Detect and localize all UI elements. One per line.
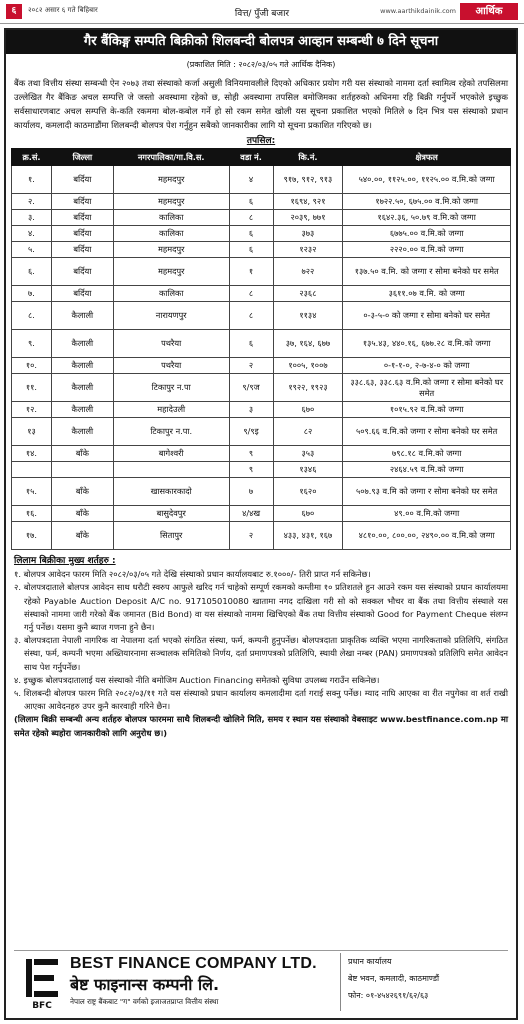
company-name-english: BEST FINANCE COMPANY LTD. [70,955,317,972]
cell-area: १७२२.५०, ६७५.०० व.मि.को जग्गा [343,194,511,210]
cell-municipality: खासकारकादो [113,478,229,506]
company-tagline: नेपाल राष्ट्र बैंकबाट "ग" वर्गको इजाजतप्राप्त वित्तीय संस्था [70,997,219,1006]
notice-headline: गैर बैंकिङ्ग सम्पति बिक्रीको शिलबन्दी बोलपत्र आव्हान सम्बन्धी ७ दिने सूचना [6,30,516,54]
cell-sn: ५. [12,242,52,258]
cell-plot-no: ३५३ [273,446,343,462]
cell-sn: १७. [12,522,52,550]
cell-sn: १५. [12,478,52,506]
cell-area: ५०९.६६ व.मि.को जग्गा र सोमा बनेको घर समेत [343,418,511,446]
cell-ward: ८ [229,210,273,226]
cell-municipality: कालिका [113,210,229,226]
cell-area: ०-३-५-० को जग्गा र सोमा बनेको घर समेत [343,302,511,330]
cell-plot-no: १२३२ [273,242,343,258]
cell-ward: ४/४ख [229,506,273,522]
cell-plot-no: १६९४, ९२१ [273,194,343,210]
cell-district: बर्दिया [51,166,113,194]
cell-district: कैलाली [51,330,113,358]
cell-area: २४६४.५९ व.मि.को जग्गा [343,462,511,478]
publication-date: (प्रकाशित मिति : २०८२/०३/०५ गते आर्थिक दैनिक) [186,60,336,69]
cell-district: बाँके [51,478,113,506]
cell-plot-no: २३६८ [273,286,343,302]
cell-district: बर्दिया [51,258,113,286]
cell-sn: १०. [12,358,52,374]
cell-area: ३६११.०७ व.मि. को जग्गा [343,286,511,302]
logo-letters: BFC [32,1001,52,1009]
term-item: ४. इच्छुक बोलपत्रदातालाई यस संस्थाको नीति बमोजिम Auction Financing समेतको सुविधा उपलब्ध गराउँन सकिनेछ। [14,674,380,685]
cell-sn: १३ [12,418,52,446]
cell-area: ७९८.१८ व.मि.को जग्गा [343,446,511,462]
cell-area: १६४२.३६, ५०.७९ व.मि.को जग्गा [343,210,511,226]
table-row [12,446,511,462]
cell-plot-no: १९२२, १९२३ [273,374,343,402]
cell-area: ६७७५.०० व.मि.को जग्गा [343,226,511,242]
table-row [12,226,511,242]
cell-municipality: महमदपुर [113,166,229,194]
cell-plot-no: ६७० [273,506,343,522]
cell-municipality: बासुदेवपुर [113,506,229,522]
table-row [12,358,511,374]
table-row [12,258,511,286]
cell-district: बाँके [51,522,113,550]
cell-ward: ६ [229,330,273,358]
header-district: जिल्ला [51,149,113,166]
cell-municipality: कालिका [113,286,229,302]
cell-district: बाँके [51,446,113,462]
cell-district: बर्दिया [51,210,113,226]
table-row [12,478,511,506]
cell-district: कैलाली [51,402,113,418]
cell-ward: ९/९ज [229,374,273,402]
term-item: ३. बोलपत्रदाता नेपाली नागरिक वा नेपालमा दर्ता भएको संगठित संस्था, फर्म, कम्पनी हुनुपर्नेछ। बोलपत्रदाता प्राकृतिक व्यक्ति भएमा नागरिकताको प्रतिलिपि, संगठित संस्था, फर्म, कम्पनी भएमा अख्तियारनामा सञ्चालक समितिको निर्णय, दर्ता प्रमाणपत्रको प्रतिलिपि, स्थायी लेखा नम्बर (PAN) प्रमाणपत्रको प्रतिलिपि समेत आवेदन साथ पेश गर्नुपर्नेछ। [14,635,508,672]
company-footer [14,950,508,1012]
cell-ward: ९ [229,462,273,478]
table-row [12,374,511,402]
cell-area: १३५.४३, ४४०.१६, ६७७.२८ व.मि.को जग्गा [343,330,511,358]
head-office-info [340,953,520,1011]
page-number: ६ [6,4,22,19]
cell-district: कैलाली [51,358,113,374]
cell-plot-no: १६२० [273,478,343,506]
terms-title: लिलाम बिक्रीका मुख्य शर्तहरु : [14,556,116,566]
website-link[interactable]: www.aarthikdainik.com [380,7,456,15]
cell-municipality: सितापुर [113,522,229,550]
header-plot-no: कि.नं. [273,149,343,166]
auction-terms [6,550,516,740]
cell-sn: २. [12,194,52,210]
cell-ward: ९/९इ [229,418,273,446]
cell-district [51,462,113,478]
cell-plot-no: ३७, १६४, ६७७ [273,330,343,358]
cell-ward: ४ [229,166,273,194]
cell-area: ५४०.००, ११२५.००, ११२५.०० व.मि.को जग्गा [343,166,511,194]
cell-ward: २ [229,358,273,374]
table-row [12,210,511,226]
cell-ward: ८ [229,286,273,302]
office-address: बेष्ट भवन, कमलादी, काठमाण्डौं [348,974,440,983]
cell-area: ४८१०.००, ८००.००, २४९०.०० व.मि.को जग्गा [343,522,511,550]
cell-district: बर्दिया [51,226,113,242]
table-row [12,506,511,522]
cell-municipality: नारायणपुर [113,302,229,330]
issue-date: २०८२ असार ६ गते बिहिबार [28,6,98,14]
cell-district: बर्दिया [51,194,113,210]
section-name: वित्त/ पुँजी बजार [234,9,290,19]
cell-sn: ३. [12,210,52,226]
office-phone: फोन: ०१-४५४२६९१/६२/६३ [348,991,429,1000]
cell-ward: ८ [229,302,273,330]
cell-municipality: महमदपुर [113,194,229,210]
cell-sn: ९. [12,330,52,358]
table-row [12,194,511,210]
cell-municipality: पथरैया [113,358,229,374]
cell-sn: ८. [12,302,52,330]
table-row [12,522,511,550]
cell-area: १३७.५० व.मि. को जग्गा र सोमा बनेको घर समेत [343,258,511,286]
closing-note: (लिलाम बिक्री सम्बन्धी अन्य शर्तहरु बोलपत्र फारममा साथै शिलबन्दी खोलिने मिति, समय र स्थान यस संस्थाको वेबसाइट www.bestfinance.com.np मा समेत रहेको ब्यहोरा जानकारीको लागि अनुरोध छ।) [14,714,508,738]
cell-sn: १६. [12,506,52,522]
cell-area: १०१५.९२ व.मि.को जग्गा [343,402,511,418]
cell-district: बर्दिया [51,286,113,302]
auction-notice [4,28,518,1020]
table-row [12,402,511,418]
cell-municipality: महमदपुर [113,242,229,258]
office-label: प्रधान कार्यालय [348,957,392,966]
company-name-nepali: बेष्ट फाइनान्स कम्पनी लि. [70,975,220,994]
term-item: १. बोलपत्र आवेदन फारम मिति २०८२/०३/०५ गते देखि संस्थाको प्रधान कार्यालयबाट रु.१०००/- तिरी प्राप्त गर्न सकिनेछ। [14,569,371,580]
table-header-row [12,149,511,166]
newspaper-logo: आर्थिक [460,3,518,20]
term-item: ५. शिलबन्दी बोलपत्र फारम मिति २०८२/०३/११ गते यस संस्थाको प्रधान कार्यालय कमलादीमा दर्ता गराई सक्नु पर्नेछ। म्याद नाघि आएका वा रीत नपुगेका वा शर्त राखी आएका आवेदनहरु उपर कुनै कारवाही गरिने छैन। [14,688,508,712]
cell-ward: ३ [229,402,273,418]
cell-ward: ६ [229,242,273,258]
cell-municipality: महमदपुर [113,258,229,286]
cell-district: कैलाली [51,374,113,402]
cell-ward: ७ [229,478,273,506]
cell-plot-no: २०३९, ७७१ [273,210,343,226]
table-row [12,418,511,446]
cell-municipality: महादेउली [113,402,229,418]
cell-sn: ११. [12,374,52,402]
cell-municipality: टिकापुर न.पा [113,374,229,402]
cell-sn: १. [12,166,52,194]
cell-plot-no: ७२२ [273,258,343,286]
header-ward: वडा नं. [229,149,273,166]
property-table [11,148,511,550]
cell-municipality: टिकापुर न.पा. [113,418,229,446]
cell-ward: १ [229,258,273,286]
cell-district: बर्दिया [51,242,113,258]
cell-area: ०-१-१-०, २-७-४-० को जग्गा [343,358,511,374]
table-row [12,462,511,478]
cell-sn: १२. [12,402,52,418]
cell-municipality: पथरैया [113,330,229,358]
table-title: तपसिल: [246,136,276,146]
cell-municipality: बागेश्वरी [113,446,229,462]
cell-plot-no: १३४६ [273,462,343,478]
bfc-logo-icon [24,957,60,1009]
cell-sn [12,462,52,478]
cell-ward: २ [229,522,273,550]
cell-district: कैलाली [51,302,113,330]
cell-sn: ६. [12,258,52,286]
cell-district: कैलाली [51,418,113,446]
notice-intro: बैंक तथा वित्तीय संस्था सम्बन्धी ऐन २०७३ तथा संस्थाको कर्जा असुली विनियमावलीले दिएको अधिकार प्रयोग गरी यस संस्थाको नाममा दर्ता स्वामित्व रहेको तपसिलमा उल्लेखित गैर बैंकिङ अचल सम्पत्ति जे जस्तो अवस्थामा रहेको छ, सोही अवस्थामा तपसिल बमोजिमका शर्तहरुको अधिनमा रहि बिक्री गर्नुपर्ने भएकोले इच्छुक सर्वसाधारणबाट अचल सम्पत्ति के-कति रकममा बोल-कबोल गर्ने हो सो रकम समेत खोली यस सूचना प्रकाशित भएको मितिले ७ दिन भित्र यस संस्थाको प्रधान कार्यालय, कमलादी काठमाडौंमा शिलबन्दी बोलपत्र पेश गर्नुहुन सबैको जानकारीका लागि यो सूचना प्रकाशित गरिएको छ। [14,78,508,130]
cell-district: बाँके [51,506,113,522]
cell-plot-no: ८२ [273,418,343,446]
cell-area: ५०७.९३ व.मि को जग्गा र सोमा बनेको घर समेत [343,478,511,506]
cell-area: ४९.०० व.मि.को जग्गा [343,506,511,522]
cell-ward: ६ [229,226,273,242]
cell-plot-no: ९१७, ९१२, ९१३ [273,166,343,194]
table-row [12,286,511,302]
cell-ward: ९ [229,446,273,462]
cell-plot-no: ११३४ [273,302,343,330]
table-row [12,330,511,358]
term-item: २. बोलपत्रदाताले बोलपत्र आवेदन साथ धरौटी स्वरुप आफुले खरिद गर्न चाहेको सम्पूर्ण रकमको कम्तीमा १० प्रतिशतले हुन आउने रकम यस संस्थाको प्रधान कार्यालयमा रहेको Payable Auction Deposit A/C no. 917105010080 खातामा नगद दाखिला गरी सो को सक्कल भौचर वा बैंक तथा वित्तीय संस्थाले यस संस्थाको नाममा जारी गरेको बैंक जमानत (Bid Bond) वा यस संस्थाको नाममा खिचिएको बैंक तथा वित्तीय संस्थाको Good for Payment Cheque संलग्न गर्नु पर्नेछ। यसमा कुनै ब्याज गणना हुने छैन। [14,582,508,633]
table-row [12,242,511,258]
cell-ward: ६ [229,194,273,210]
cell-municipality [113,462,229,478]
cell-municipality: कालिका [113,226,229,242]
cell-sn: १४. [12,446,52,462]
table-row [12,302,511,330]
cell-plot-no: ४३३, ४३१, १६७ [273,522,343,550]
table-row [12,166,511,194]
cell-plot-no: १००५, १००७ [273,358,343,374]
header-municipality: नगरपालिका/गा.वि.स. [113,149,229,166]
cell-plot-no: ६७० [273,402,343,418]
cell-plot-no: ३७३ [273,226,343,242]
cell-sn: ४. [12,226,52,242]
cell-sn: ७. [12,286,52,302]
cell-area: २२२०.०० व.मि.को जग्गा [343,242,511,258]
newspaper-header [0,0,524,24]
header-sn: क्र.सं. [12,149,52,166]
header-area: क्षेत्रफल [343,149,511,166]
cell-area: ३३८.६३, ३३८.६३ व.मि.को जग्गा र सोमा बनेको घर समेत [343,374,511,402]
